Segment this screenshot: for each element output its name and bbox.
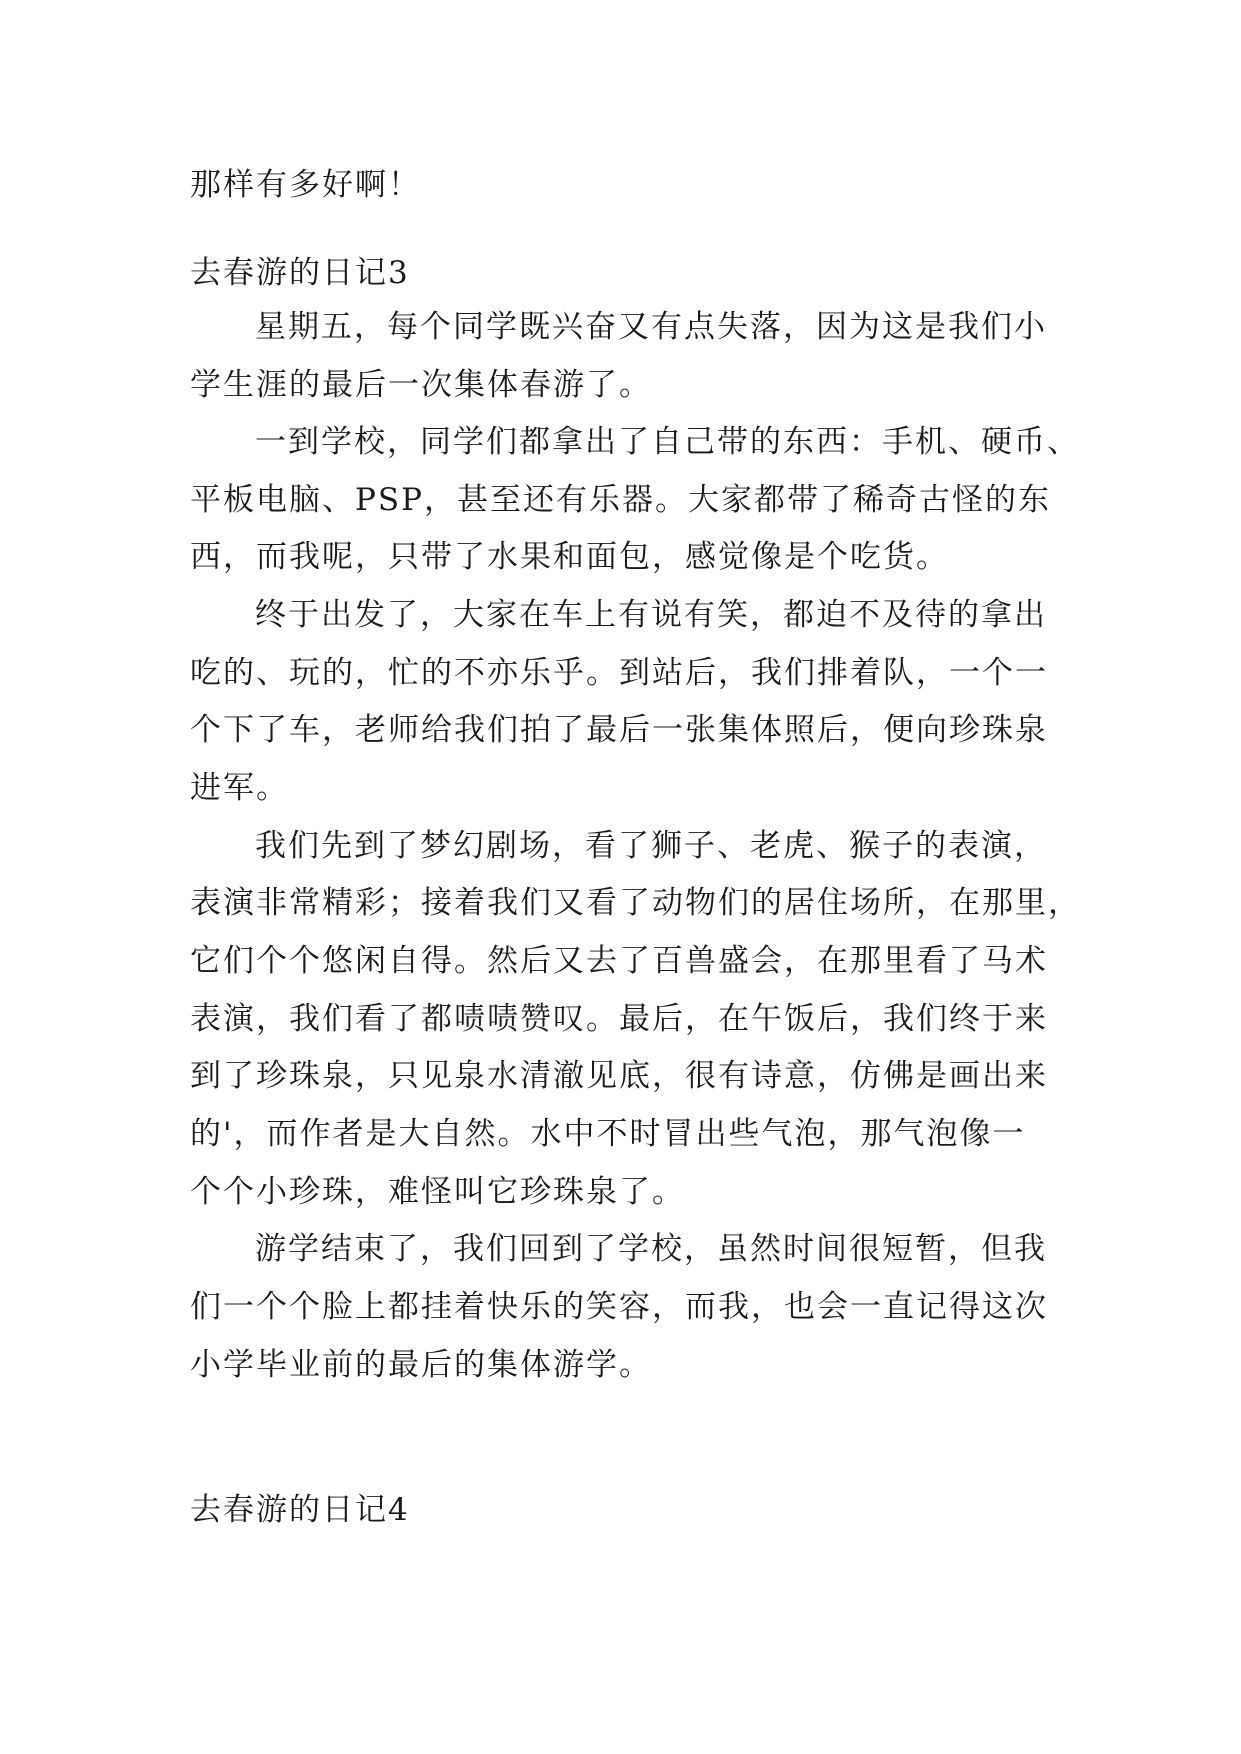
paragraph-line: 表演，我们看了都啧啧赞叹。最后，在午饭后，我们终于来: [190, 1001, 1048, 1037]
paragraph-line: 一到学校，同学们都拿出了自己带的东西：手机、硬币、: [255, 424, 1080, 460]
paragraph-line: 们一个个脸上都挂着快乐的笑容，而我，也会一直记得这次: [190, 1289, 1048, 1325]
paragraph-line: 平板电脑、PSP，甚至还有乐器。大家都带了稀奇古怪的东: [190, 482, 1051, 518]
paragraph-line: 个下了车，老师给我们拍了最后一张集体照后，便向珍珠泉: [190, 712, 1048, 748]
paragraph-line: 它们个个悠闲自得。然后又去了百兽盛会，在那里看了马术: [190, 943, 1048, 979]
paragraph-line: 学生涯的最后一次集体春游了。: [190, 367, 652, 403]
paragraph-line: 进军。: [190, 770, 289, 806]
paragraph-line: 个个小珍珠，难怪叫它珍珠泉了。: [190, 1174, 685, 1210]
paragraph-line: 小学毕业前的最后的集体游学。: [190, 1347, 652, 1383]
paragraph-line: 终于出发了，大家在车上有说有笑，都迫不及待的拿出: [255, 597, 1047, 633]
paragraph-line: 游学结束了，我们回到了学校，虽然时间很短暂，但我: [255, 1231, 1047, 1267]
paragraph-line: 星期五，每个同学既兴奋又有点失落，因为这是我们小: [255, 309, 1047, 345]
paragraph-line: 我们先到了梦幻剧场，看了狮子、老虎、猴子的表演，: [255, 828, 1047, 864]
paragraph-line: 吃的、玩的，忙的不亦乐乎。到站后，我们排着队，一个一: [190, 655, 1048, 691]
paragraph-line: 表演非常精彩；接着我们又看了动物们的居住场所，在那里，: [190, 885, 1081, 921]
paragraph-line: 西，而我呢，只带了水果和面包，感觉像是个吃货。: [190, 539, 949, 575]
text-line: 那样有多好啊！: [190, 167, 421, 203]
paragraph-line: 到了珍珠泉，只见泉水清澈见底，很有诗意，仿佛是画出来: [190, 1058, 1048, 1094]
section-heading: 去春游的日记4: [190, 1492, 410, 1528]
paragraph-line: 的'，而作者是大自然。水中不时冒出些气泡，那气泡像一: [190, 1116, 1026, 1152]
section-heading: 去春游的日记3: [190, 255, 410, 291]
